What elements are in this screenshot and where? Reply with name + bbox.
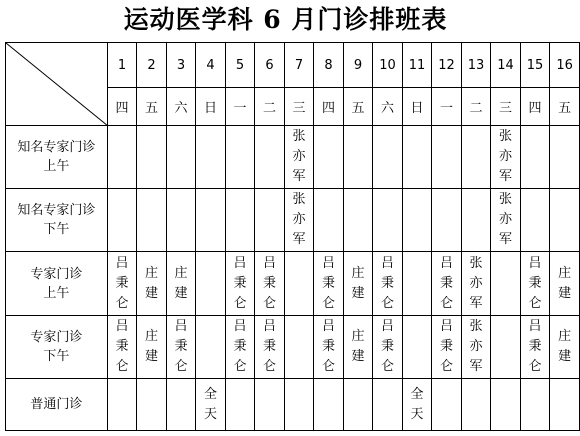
schedule-cell [461, 189, 491, 252]
weekday-cell: 日 [196, 88, 226, 126]
schedule-cell [314, 126, 344, 189]
schedule-cell [550, 379, 580, 431]
schedule-cell: 吕 秉 仑 [520, 316, 550, 379]
row-label: 普通门诊 [6, 379, 108, 431]
schedule-cell [402, 189, 432, 252]
row-label: 知名专家门诊 下午 [6, 189, 108, 252]
schedule-cell [491, 316, 521, 379]
schedule-cell: 张 亦 军 [461, 316, 491, 379]
schedule-cell [166, 126, 196, 189]
schedule-cell [402, 252, 432, 316]
schedule-cell: 张 亦 军 [491, 126, 521, 189]
day-number-cell: 4 [196, 43, 226, 88]
day-number-cell: 11 [402, 43, 432, 88]
schedule-cell [343, 189, 373, 252]
weekday-cell: 五 [550, 88, 580, 126]
schedule-cell [255, 126, 285, 189]
day-number-cell: 14 [491, 43, 521, 88]
weekday-cell: 四 [314, 88, 344, 126]
table-row [6, 126, 580, 189]
weekday-cell: 日 [402, 88, 432, 126]
day-number-cell: 3 [166, 43, 196, 88]
row-label: 专家门诊 上午 [6, 252, 108, 316]
schedule-cell: 吕 秉 仑 [255, 316, 285, 379]
schedule-cell [343, 379, 373, 431]
schedule-cell [314, 189, 344, 252]
schedule-cell: 庄 建 [550, 316, 580, 379]
weekday-cell: 四 [107, 88, 137, 126]
schedule-cell [432, 126, 462, 189]
weekday-cell: 六 [166, 88, 196, 126]
schedule-cell: 全 天 [196, 379, 226, 431]
schedule-cell [284, 316, 314, 379]
schedule-cell [491, 379, 521, 431]
day-number-cell: 8 [314, 43, 344, 88]
weekday-cell: 二 [255, 88, 285, 126]
row-label: 专家门诊 下午 [6, 316, 108, 379]
schedule-cell: 吕 秉 仑 [225, 316, 255, 379]
schedule-cell [196, 189, 226, 252]
schedule-cell [284, 379, 314, 431]
weekday-cell: 三 [284, 88, 314, 126]
schedule-cell: 庄 建 [343, 316, 373, 379]
schedule-cell [373, 189, 403, 252]
schedule-cell: 吕 秉 仑 [432, 316, 462, 379]
schedule-cell: 吕 秉 仑 [107, 316, 137, 379]
schedule-cell [137, 126, 167, 189]
table-row [6, 379, 580, 431]
schedule-cell: 吕 秉 仑 [314, 316, 344, 379]
schedule-cell [284, 252, 314, 316]
schedule-cell: 庄 建 [343, 252, 373, 316]
schedule-cell [491, 252, 521, 316]
schedule-cell [225, 126, 255, 189]
schedule-cell [343, 126, 373, 189]
row-label: 知名专家门诊 上午 [6, 126, 108, 189]
schedule-cell: 庄 建 [137, 316, 167, 379]
weekday-cell: 四 [520, 88, 550, 126]
weekday-cell: 三 [491, 88, 521, 126]
schedule-cell: 吕 秉 仑 [520, 252, 550, 316]
day-number-cell: 1 [107, 43, 137, 88]
schedule-cell: 庄 建 [137, 252, 167, 316]
day-number-cell: 9 [343, 43, 373, 88]
schedule-cell [107, 379, 137, 431]
table-row [6, 316, 580, 379]
schedule-cell: 张 亦 军 [461, 252, 491, 316]
schedule-cell [314, 379, 344, 431]
schedule-cell: 吕 秉 仑 [166, 316, 196, 379]
schedule-cell [196, 316, 226, 379]
weekday-cell: 五 [343, 88, 373, 126]
table-row [6, 189, 580, 252]
schedule-cell [432, 379, 462, 431]
schedule-cell [373, 126, 403, 189]
day-number-cell: 13 [461, 43, 491, 88]
schedule-cell [255, 189, 285, 252]
day-number-cell: 5 [225, 43, 255, 88]
schedule-cell [137, 379, 167, 431]
schedule-cell [550, 126, 580, 189]
weekday-cell: 二 [461, 88, 491, 126]
day-number-cell: 2 [137, 43, 167, 88]
schedule-cell [225, 379, 255, 431]
schedule-cell: 吕 秉 仑 [314, 252, 344, 316]
day-number-cell: 15 [520, 43, 550, 88]
schedule-cell: 张 亦 军 [491, 189, 521, 252]
weekday-cell: 五 [137, 88, 167, 126]
schedule-cell [137, 189, 167, 252]
schedule-cell [225, 189, 255, 252]
day-number-cell: 16 [550, 43, 580, 88]
schedule-cell: 张 亦 军 [284, 189, 314, 252]
schedule-cell [520, 126, 550, 189]
schedule-cell [432, 189, 462, 252]
weekday-cell: 一 [432, 88, 462, 126]
day-number-cell: 12 [432, 43, 462, 88]
table-row [6, 252, 580, 316]
schedule-cell [520, 379, 550, 431]
schedule-cell [166, 189, 196, 252]
day-number-cell: 6 [255, 43, 285, 88]
schedule-cell [107, 126, 137, 189]
schedule-cell [166, 379, 196, 431]
schedule-cell [402, 316, 432, 379]
header-corner-cell [6, 43, 108, 126]
schedule-cell: 庄 建 [550, 252, 580, 316]
schedule-cell [107, 189, 137, 252]
day-number-cell: 10 [373, 43, 403, 88]
schedule-cell [402, 126, 432, 189]
schedule-cell: 吕 秉 仑 [225, 252, 255, 316]
schedule-cell: 庄 建 [166, 252, 196, 316]
schedule-cell [520, 189, 550, 252]
weekday-cell: 六 [373, 88, 403, 126]
schedule-cell [461, 379, 491, 431]
schedule-cell [255, 379, 285, 431]
schedule-cell [196, 252, 226, 316]
diagonal-divider [6, 43, 107, 125]
schedule-cell: 吕 秉 仑 [255, 252, 285, 316]
day-number-cell: 7 [284, 43, 314, 88]
schedule-cell [373, 379, 403, 431]
weekday-cell: 一 [225, 88, 255, 126]
schedule-cell: 全 天 [402, 379, 432, 431]
page-title: 运动医学科 6 月门诊排班表 [123, 5, 448, 34]
schedule-cell [550, 189, 580, 252]
schedule-cell: 张 亦 军 [284, 126, 314, 189]
schedule-cell: 吕 秉 仑 [107, 252, 137, 316]
schedule-cell [196, 126, 226, 189]
schedule-cell: 吕 秉 仑 [432, 252, 462, 316]
schedule-table [5, 42, 580, 431]
schedule-cell: 吕 秉 仑 [373, 252, 403, 316]
schedule-cell [461, 126, 491, 189]
schedule-cell: 吕 秉 仑 [373, 316, 403, 379]
